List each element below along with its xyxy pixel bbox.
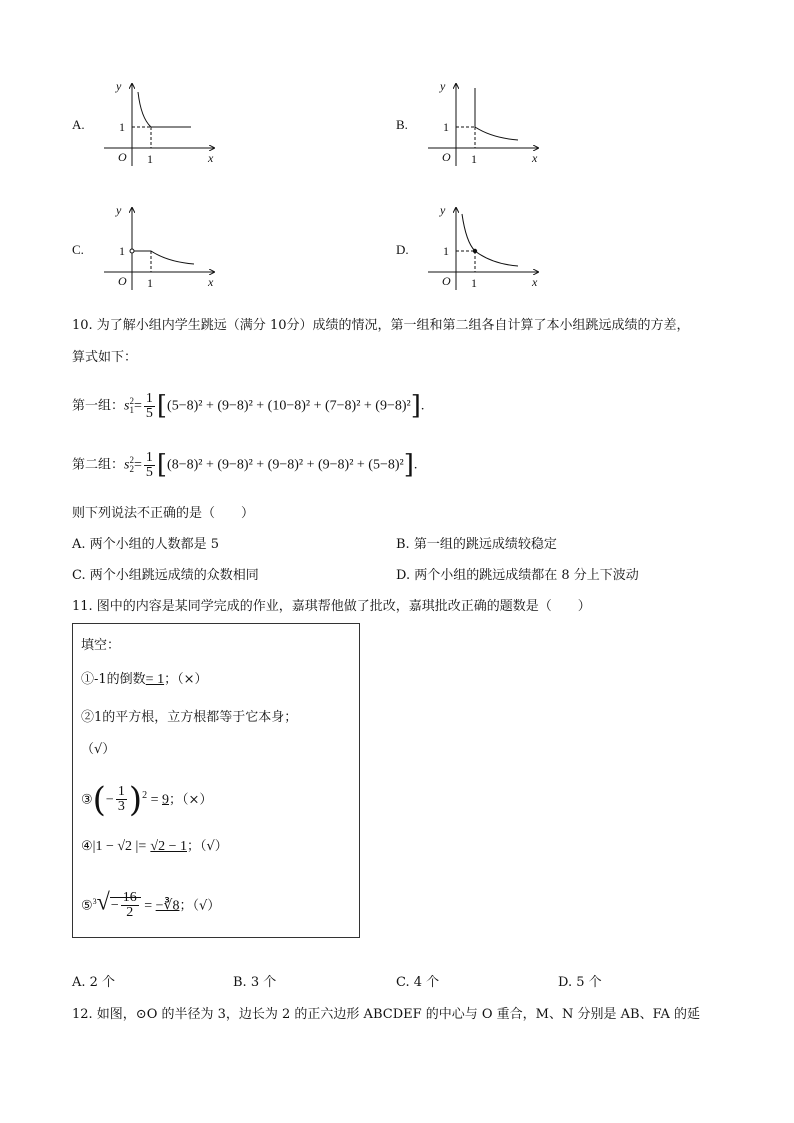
graph-c [96,202,226,292]
item-2-mark: （√） [81,742,116,757]
q11-option-c[interactable]: C. 4 个 [396,975,440,990]
svg-text:1: 1 [471,152,477,166]
q10-option-b[interactable]: B. 第一组的跳远成绩较稳定 [396,537,557,552]
q10-option-c[interactable]: C. 两个小组跳远成绩的众数相同 [72,568,259,583]
item-1: ①-1的倒数= 1；（×） [81,672,208,687]
homework-box [72,623,360,938]
svg-text:O: O [442,274,451,288]
svg-text:O: O [118,274,127,288]
origin-label: O [118,150,127,164]
q11-stem: 11. 图中的内容是某同学完成的作业，嘉琪帮他做了批改，嘉琪批改正确的题数是（ ） [72,599,591,614]
svg-text:1: 1 [119,244,125,258]
svg-text:x: x [208,275,214,289]
y-tick-1: 1 [119,120,125,134]
svg-text:y: y [116,203,122,217]
x-tick-1: 1 [147,152,153,166]
q10-option-a[interactable]: A. 两个小组的人数都是 5 [72,537,220,552]
q10-stem-line2: 算式如下： [72,350,138,365]
q10-group1-formula: 第一组：s 2 1 = $\frac{1}{5}$ [(5−8)² + (9−8)² + (10−8)² + (7−8)² + (9−8)²]. [72,390,425,421]
curve [138,92,191,127]
option-c-label[interactable]: C. [72,242,84,257]
q10-stem-line1: 10. 为了解小组内学生跳远（满分 10分）成绩的情况，第一组和第二组各自计算了本小组跳远成绩的方差， [72,318,690,333]
svg-text:y: y [440,203,446,217]
option-a-label[interactable]: A. [72,117,85,132]
option-d-label[interactable]: D. [396,242,409,257]
svg-text:O: O [442,150,451,164]
q11-option-b[interactable]: B. 3 个 [233,975,277,990]
svg-text:1: 1 [147,276,153,290]
q12-stem: 12. 如图，⊙O 的半径为 3，边长为 2 的正六边形 ABCDEF 的中心与 O 重合，M、N 分别是 AB、FA 的延 [72,1007,700,1022]
graph-a [96,78,226,168]
q11-option-d[interactable]: D. 5 个 [558,975,602,990]
svg-text:1: 1 [471,276,477,290]
svg-text:x: x [532,151,538,165]
y-label: y [116,79,122,93]
svg-text:1: 1 [443,120,449,134]
q11-option-a[interactable]: A. 2 个 [72,975,116,990]
item-2: ②1的平方根，立方根都等于它本身； [81,710,298,725]
x-label: x [208,151,214,165]
svg-text:y: y [440,79,446,93]
q10-group2-formula: 第二组：s 2 2 = $\frac{1}{5}$ [(8−8)² + (9−8)² + (9−8)² + (9−8)² + (5−8)²]. [72,449,418,480]
q10-option-d[interactable]: D. 两个小组的跳远成绩都在 8 分上下波动 [396,568,639,583]
graph-b [420,78,550,168]
open-point [130,249,134,253]
solid-point [473,249,477,253]
svg-text:x: x [532,275,538,289]
item-3: ③(− $\frac{1}{3}$ )$^2$ = 9；（×） [81,779,213,820]
svg-text:1: 1 [443,244,449,258]
option-b-label[interactable]: B. [396,117,408,132]
box-title: 填空： [81,638,121,653]
item-4: ④|1 − √2 |= √2 − 1；（√） [81,839,228,854]
q10-question: 则下列说法不正确的是（ ） [72,506,255,521]
item-5: ⑤$^3$√− $\frac{16}{2}$ = −∛8；（√） [81,889,221,921]
graph-d [420,202,550,292]
